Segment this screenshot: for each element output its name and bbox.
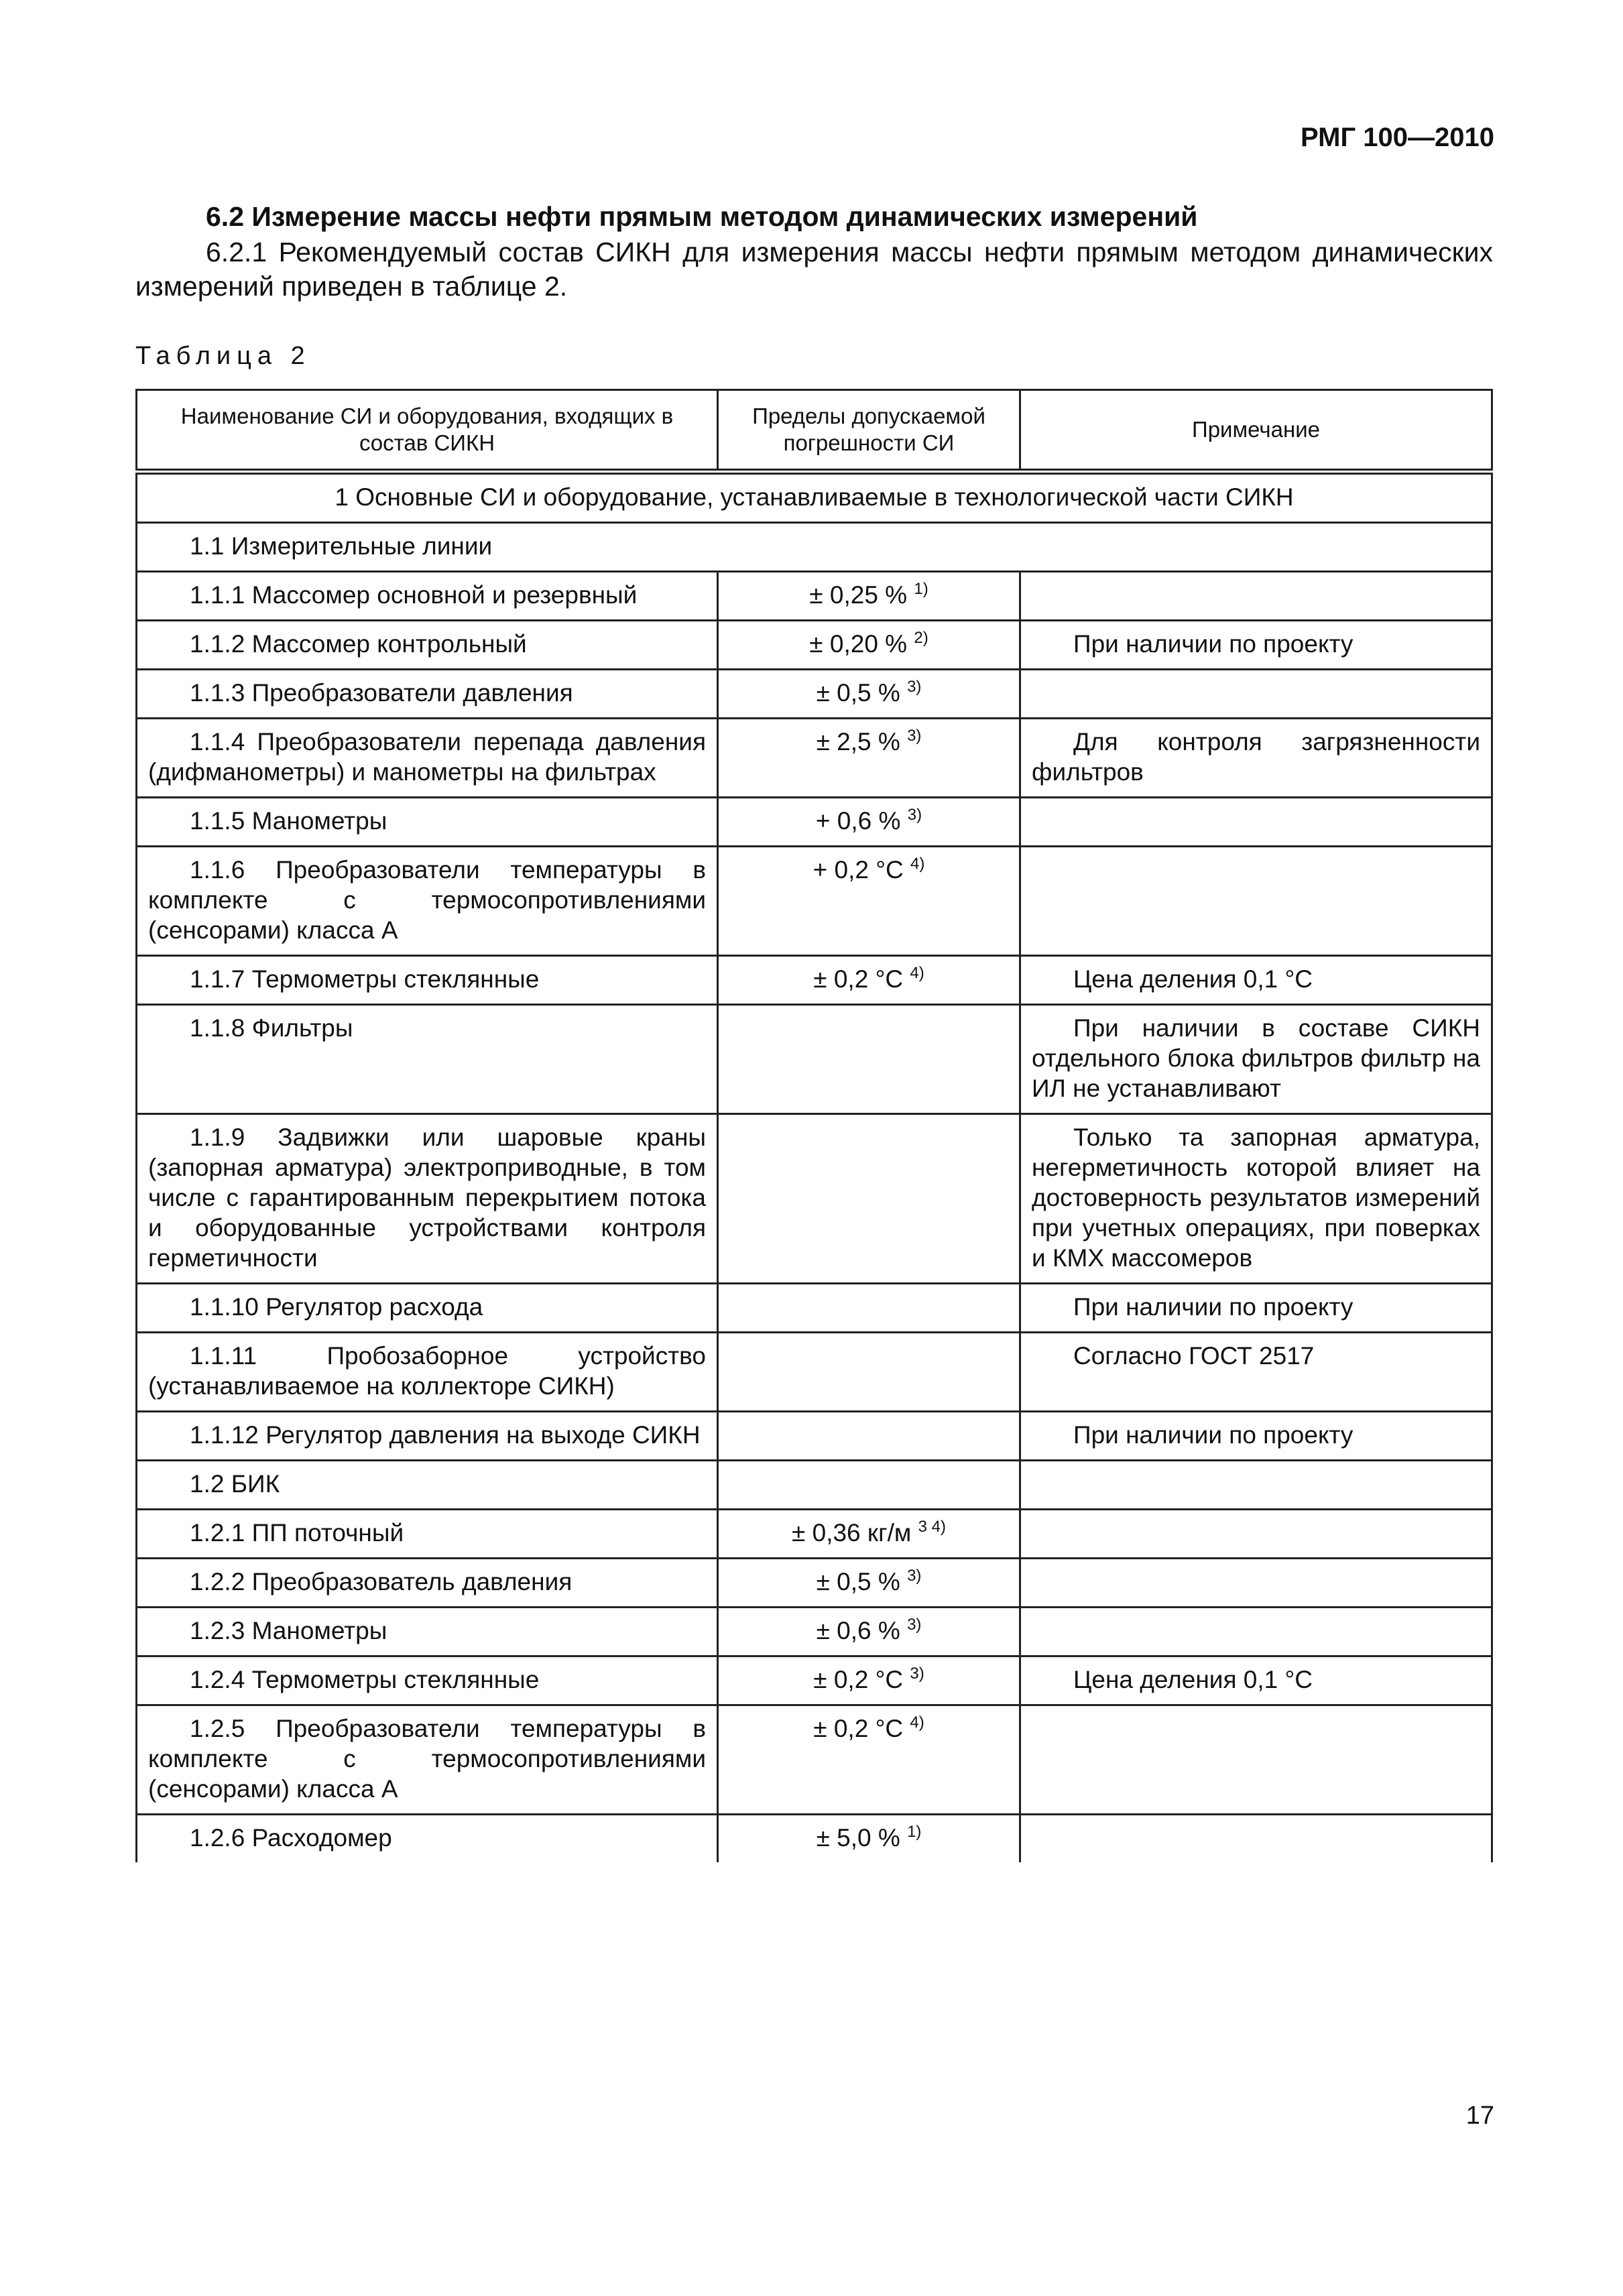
item-note: Согласно ГОСТ 2517 <box>1020 1333 1492 1412</box>
subgroup-title: 1.1 Измерительные линии <box>137 523 1492 572</box>
footnote-ref: 3) <box>907 678 922 696</box>
table-row <box>137 1005 1492 1114</box>
subgroup-row <box>137 1461 1492 1510</box>
error-value: + 0,2 °С <box>813 856 904 884</box>
table-row <box>137 1705 1492 1815</box>
subgroup-row <box>137 523 1492 572</box>
item-name: 1.1.1 Массомер основной и резервный <box>137 572 718 621</box>
item-name: 1.1.12 Регулятор давления на выходе СИКН <box>137 1412 718 1461</box>
equipment-table <box>135 389 1493 1862</box>
error-value: ± 0,2 °С <box>813 965 904 993</box>
error-value: ± 0,2 °С <box>813 1666 904 1693</box>
header-note: Примечание <box>1020 390 1492 472</box>
item-note: При наличии по проекту <box>1020 1284 1492 1333</box>
table-row <box>137 847 1492 956</box>
item-name: 1.1.9 Задвижки или шаровые краны (запорная арматура) электроприводные, в том числе с гарантированным перекрытием потока и оборудованные устройствами контроля герметичности <box>137 1114 718 1284</box>
header-error: Пределы допускаемой погрешности СИ <box>718 390 1020 472</box>
error-value: ± 0,25 % <box>809 581 908 609</box>
item-name: 1.1.4 Преобразователи перепада давления (дифманометры) и манометры на фильтрах <box>137 719 718 798</box>
subgroup-title: 1.2 БИК <box>137 1461 718 1510</box>
footnote-ref: 4) <box>910 1713 924 1732</box>
item-note <box>1020 847 1492 956</box>
footnote-ref: 1) <box>914 580 928 598</box>
item-name: 1.1.5 Манометры <box>137 798 718 847</box>
intro-paragraph: 6.2.1 Рекомендуемый состав СИКН для измерения массы нефти прямым методом динамических измерений приведен в таблице 2. <box>135 237 1493 302</box>
table-row <box>137 1608 1492 1656</box>
footnote-ref: 4) <box>910 964 924 982</box>
error-limit <box>718 798 1020 847</box>
item-name: 1.2.6 Расходомер <box>137 1815 718 1863</box>
error-limit <box>718 1608 1020 1656</box>
error-limit <box>718 956 1020 1005</box>
item-note <box>1020 1510 1492 1559</box>
item-name: 1.1.11 Пробозаборное устройство (устанавливаемое на коллекторе СИКН) <box>137 1333 718 1412</box>
item-name: 1.1.2 Массомер контрольный <box>137 621 718 670</box>
item-note: Цена деления 0,1 °С <box>1020 1656 1492 1705</box>
error-limit <box>718 621 1020 670</box>
empty-cell <box>1020 1461 1492 1510</box>
error-limit <box>718 1005 1020 1114</box>
item-name: 1.1.8 Фильтры <box>137 1005 718 1114</box>
item-name: 1.2.3 Манометры <box>137 1608 718 1656</box>
error-value: + 0,6 % <box>815 807 901 835</box>
group-row <box>137 472 1492 523</box>
item-note <box>1020 572 1492 621</box>
item-note <box>1020 798 1492 847</box>
error-limit <box>718 1510 1020 1559</box>
footnote-ref: 2) <box>914 629 928 647</box>
error-value: ± 0,5 % <box>816 1568 900 1595</box>
error-limit <box>718 719 1020 798</box>
error-limit <box>718 1656 1020 1705</box>
footnote-ref: 3 4) <box>918 1518 946 1536</box>
table-caption: Таблица 2 <box>135 342 311 370</box>
item-note <box>1020 1815 1492 1863</box>
error-limit <box>718 847 1020 956</box>
table-row <box>137 670 1492 719</box>
section-heading: 6.2 Измерение массы нефти прямым методом динамических измерений <box>206 201 1198 232</box>
item-name: 1.2.2 Преобразователь давления <box>137 1559 718 1608</box>
item-name: 1.2.5 Преобразователи температуры в комплекте с термосопротивлениями (сенсорами) класса А <box>137 1705 718 1815</box>
footnote-ref: 3) <box>910 1665 924 1683</box>
footnote-ref: 3) <box>907 727 922 745</box>
item-note <box>1020 670 1492 719</box>
footnote-ref: 3) <box>907 1616 922 1634</box>
table-row <box>137 1333 1492 1412</box>
table-row <box>137 1815 1492 1863</box>
table-row <box>137 572 1492 621</box>
item-note: При наличии в составе СИКН отдельного блока фильтров фильтр на ИЛ не устанавливают <box>1020 1005 1492 1114</box>
footnote-ref: 1) <box>907 1823 922 1841</box>
error-value: ± 0,2 °С <box>813 1715 904 1742</box>
error-limit <box>718 1705 1020 1815</box>
item-note: При наличии по проекту <box>1020 621 1492 670</box>
error-value: ± 0,36 кг/м <box>792 1519 912 1547</box>
table-header-row <box>137 390 1492 472</box>
item-name: 1.2.1 ПП поточный <box>137 1510 718 1559</box>
error-limit <box>718 1815 1020 1863</box>
error-value: ± 5,0 % <box>816 1824 900 1852</box>
footnote-ref: 3) <box>907 1567 922 1585</box>
item-name: 1.1.10 Регулятор расхода <box>137 1284 718 1333</box>
error-value: ± 0,5 % <box>816 679 900 707</box>
error-limit <box>718 572 1020 621</box>
footnote-ref: 3) <box>907 806 922 824</box>
item-note <box>1020 1608 1492 1656</box>
item-note <box>1020 1559 1492 1608</box>
item-note <box>1020 1705 1492 1815</box>
table-row <box>137 1114 1492 1284</box>
table-row <box>137 1510 1492 1559</box>
error-limit <box>718 1114 1020 1284</box>
table-row <box>137 1656 1492 1705</box>
error-value: ± 2,5 % <box>816 728 900 756</box>
empty-cell <box>718 1461 1020 1510</box>
error-limit <box>718 1284 1020 1333</box>
table-row <box>137 1284 1492 1333</box>
footnote-ref: 4) <box>910 855 925 873</box>
group-title: 1 Основные СИ и оборудование, устанавливаемые в технологической части СИКН <box>137 472 1492 523</box>
table-row <box>137 621 1492 670</box>
table-row <box>137 1412 1492 1461</box>
document-code: РМГ 100—2010 <box>1301 123 1494 152</box>
item-name: 1.2.4 Термометры стеклянные <box>137 1656 718 1705</box>
error-limit <box>718 1559 1020 1608</box>
item-note: Цена деления 0,1 °С <box>1020 956 1492 1005</box>
item-name: 1.1.6 Преобразователи температуры в комплекте с термосопротивлениями (сенсорами) класса А <box>137 847 718 956</box>
table-row <box>137 798 1492 847</box>
page-number: 17 <box>1465 2102 1494 2130</box>
error-limit <box>718 1412 1020 1461</box>
table-row <box>137 956 1492 1005</box>
error-value: ± 0,6 % <box>816 1617 900 1644</box>
item-name: 1.1.3 Преобразователи давления <box>137 670 718 719</box>
item-note: Для контроля загрязненности фильтров <box>1020 719 1492 798</box>
item-name: 1.1.7 Термометры стеклянные <box>137 956 718 1005</box>
table-row <box>137 719 1492 798</box>
table-row <box>137 1559 1492 1608</box>
error-value: ± 0,20 % <box>809 630 908 658</box>
error-limit <box>718 670 1020 719</box>
table-body <box>137 472 1492 1863</box>
header-name: Наименование СИ и оборудования, входящих в состав СИКН <box>137 390 718 472</box>
item-note: Только та запорная арматура, негерметичность которой влияет на достоверность результатов измерений при учетных операциях, при поверках и КМХ массомеров <box>1020 1114 1492 1284</box>
item-note: При наличии по проекту <box>1020 1412 1492 1461</box>
error-limit <box>718 1333 1020 1412</box>
